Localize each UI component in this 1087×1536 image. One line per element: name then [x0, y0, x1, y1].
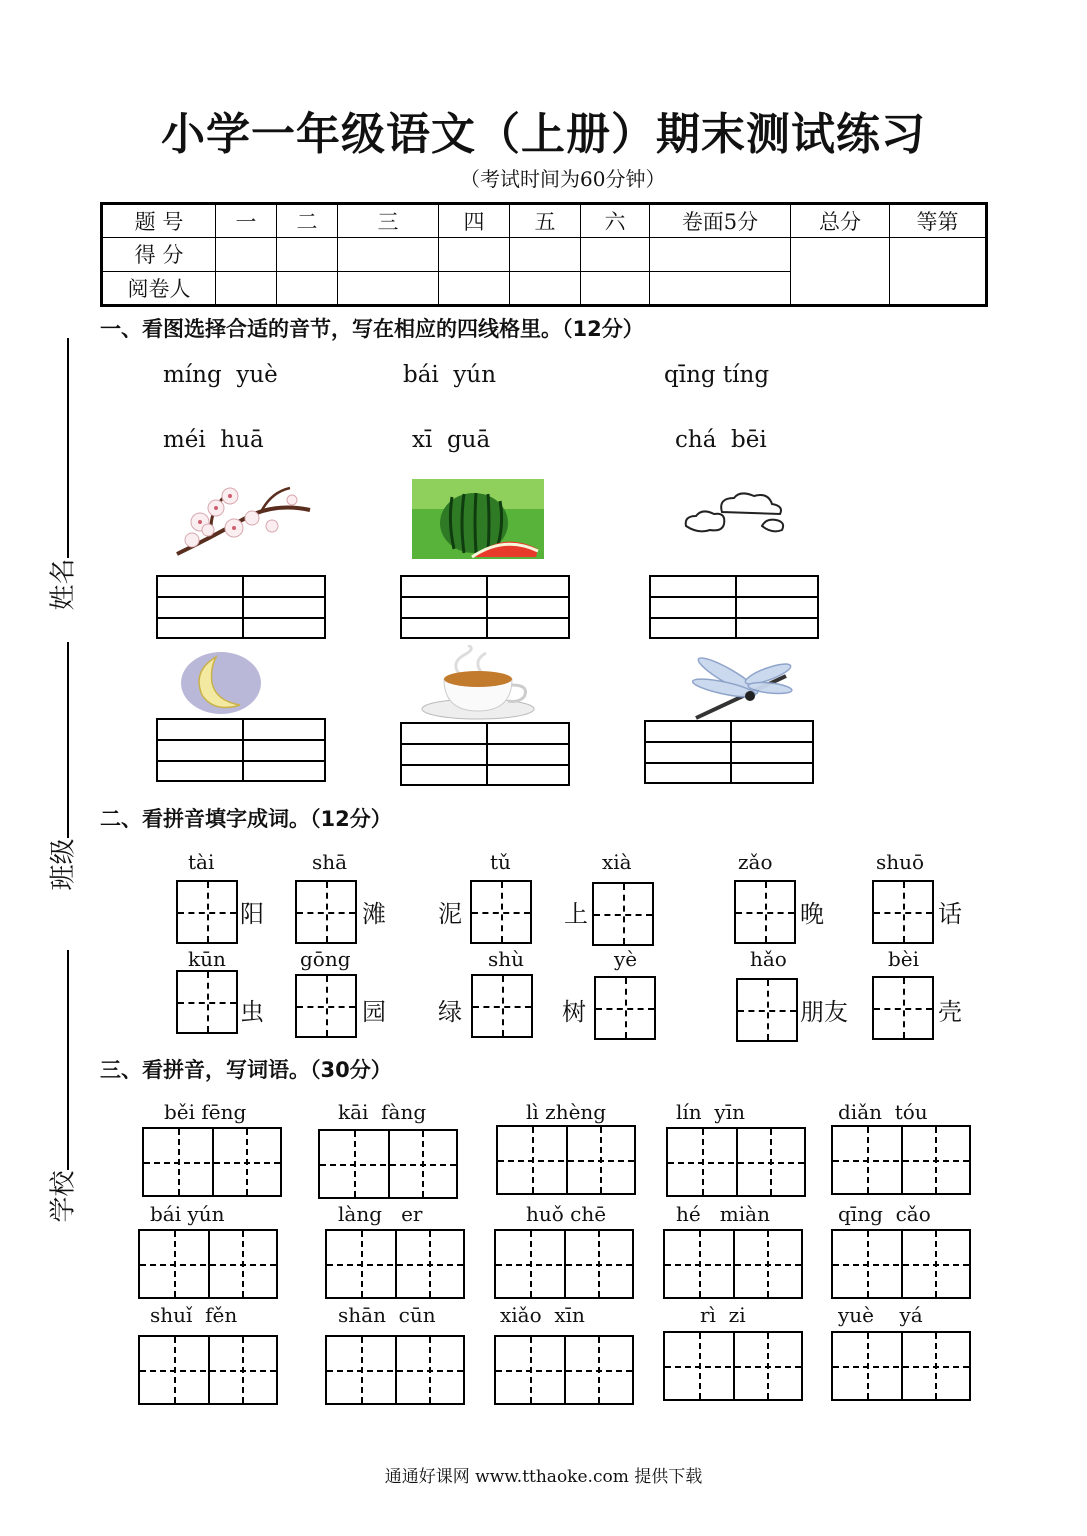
tianzi-box[interactable]: [471, 974, 533, 1038]
footer-credit: 通通好课网 www.tthaoke.com 提供下载: [384, 1467, 703, 1487]
four-line-grid[interactable]: [400, 575, 570, 639]
tianzi-box[interactable]: [736, 978, 798, 1042]
header-cell: 总分: [791, 204, 890, 238]
tea-cup-image: [420, 645, 536, 721]
page-title: 小学一年级语文（上册）期末测试练习: [161, 109, 926, 160]
header-cell: 三: [338, 204, 439, 238]
word-char: 朋友: [800, 998, 848, 1026]
row-label: 得 分: [102, 238, 216, 271]
grader-cell[interactable]: [277, 271, 338, 305]
tianzi-box[interactable]: [176, 880, 238, 944]
word-grid[interactable]: [325, 1335, 465, 1405]
row-label: 阅卷人: [102, 271, 216, 305]
word-char: 树: [562, 998, 586, 1026]
header-cell: 题 号: [102, 204, 216, 238]
four-line-grid[interactable]: [400, 722, 570, 786]
word-pinyin: làng er: [338, 1202, 423, 1226]
header-cell: 五: [510, 204, 581, 238]
word-char: 滩: [362, 900, 386, 928]
word-pinyin: bái yún: [150, 1202, 225, 1226]
dragonfly-image: [676, 656, 800, 720]
word-pinyin: hé miàn: [676, 1202, 770, 1226]
score-cell[interactable]: [439, 238, 510, 271]
total-score-cell[interactable]: [791, 238, 890, 306]
pinyin-label: shù: [488, 947, 525, 971]
tianzi-box[interactable]: [470, 880, 532, 944]
four-line-grid[interactable]: [644, 720, 814, 784]
word-pinyin: diǎn tóu: [838, 1100, 928, 1124]
word-pinyin: qīng cǎo: [838, 1202, 931, 1226]
grader-cell[interactable]: [338, 271, 439, 305]
word-grid[interactable]: [831, 1229, 971, 1299]
word-pinyin: shān cūn: [338, 1303, 436, 1327]
word-char: 上: [564, 900, 588, 928]
word-pinyin: běi fēng: [164, 1100, 247, 1124]
section3-heading: 三、看拼音，写词语。（30分）: [100, 1058, 392, 1082]
word-pinyin: xiǎo xīn: [500, 1303, 585, 1327]
score-cell[interactable]: [650, 238, 791, 271]
word-grid[interactable]: [831, 1331, 971, 1401]
header-cell: 六: [581, 204, 650, 238]
grade-cell[interactable]: [890, 238, 987, 306]
score-row: [102, 238, 987, 271]
word-grid[interactable]: [142, 1127, 282, 1197]
plum-blossom-image: [172, 482, 314, 560]
word-grid[interactable]: [325, 1229, 465, 1299]
school-line: [67, 950, 69, 1170]
syllable-option: chá bēi: [675, 427, 767, 453]
four-line-grid[interactable]: [156, 575, 326, 639]
pinyin-label: kūn: [188, 947, 226, 971]
section1-heading: 一、看图选择合适的音节，写在相应的四线格里。（12分）: [100, 317, 644, 341]
tianzi-box[interactable]: [872, 880, 934, 944]
word-pinyin: huǒ chē: [526, 1202, 607, 1226]
grader-cell[interactable]: [439, 271, 510, 305]
word-char: 泥: [438, 900, 462, 928]
tianzi-box[interactable]: [592, 882, 654, 946]
syllable-option: xī guā: [412, 427, 491, 453]
score-cell[interactable]: [338, 238, 439, 271]
pinyin-label: zǎo: [738, 850, 773, 874]
section2-heading: 二、看拼音填字成词。（12分）: [100, 807, 392, 831]
score-cell[interactable]: [581, 238, 650, 271]
word-pinyin: shuǐ fěn: [150, 1303, 238, 1327]
tianzi-box[interactable]: [734, 880, 796, 944]
header-cell: 卷面5分: [650, 204, 791, 238]
grader-cell[interactable]: [216, 271, 277, 305]
pinyin-label: tài: [188, 850, 215, 874]
tianzi-box[interactable]: [295, 880, 357, 944]
word-grid[interactable]: [318, 1129, 458, 1199]
pinyin-label: xià: [602, 850, 632, 874]
tianzi-box[interactable]: [872, 976, 934, 1040]
class-label: 班级: [48, 838, 79, 891]
pinyin-label: shuō: [876, 850, 925, 874]
tianzi-box[interactable]: [295, 974, 357, 1038]
syllable-option: qīng tíng: [664, 362, 770, 388]
word-grid[interactable]: [138, 1335, 278, 1405]
name-label: 姓名: [48, 558, 79, 611]
word-pinyin: kāi fàng: [338, 1100, 427, 1124]
exam-duration: （考试时间为60分钟）: [460, 167, 666, 191]
word-char: 话: [938, 900, 962, 928]
score-cell[interactable]: [216, 238, 277, 271]
word-pinyin: rì zi: [700, 1303, 746, 1327]
score-table-header-row: [102, 204, 987, 238]
word-pinyin: yuè yá: [838, 1303, 923, 1327]
pinyin-label: shā: [312, 850, 348, 874]
class-line: [67, 642, 69, 838]
syllable-option: míng yuè: [163, 362, 278, 388]
pinyin-label: tǔ: [490, 850, 511, 874]
score-cell[interactable]: [510, 238, 581, 271]
moon-image: [180, 651, 262, 715]
word-char: 绿: [438, 998, 462, 1026]
word-grid[interactable]: [494, 1335, 634, 1405]
word-char: 园: [362, 998, 386, 1026]
word-grid[interactable]: [496, 1125, 636, 1195]
word-grid[interactable]: [663, 1331, 803, 1401]
name-line: [67, 338, 69, 558]
word-char: 壳: [938, 998, 962, 1026]
tianzi-box[interactable]: [594, 976, 656, 1040]
word-char: 虫: [240, 998, 264, 1026]
header-cell: 四: [439, 204, 510, 238]
grader-cell[interactable]: [650, 271, 791, 305]
pinyin-label: gōng: [300, 947, 351, 971]
header-cell: 一: [216, 204, 277, 238]
word-grid[interactable]: [663, 1229, 803, 1299]
four-line-grid[interactable]: [649, 575, 819, 639]
word-grid[interactable]: [138, 1229, 278, 1299]
school-label: 学校: [48, 1170, 79, 1223]
header-cell: 等第: [890, 204, 987, 238]
header-cell: 二: [277, 204, 338, 238]
four-line-grid[interactable]: [156, 718, 326, 782]
cloud-image: [682, 490, 788, 536]
pinyin-label: hǎo: [750, 947, 787, 971]
grader-cell[interactable]: [510, 271, 581, 305]
word-char: 阳: [240, 900, 264, 928]
watermelon-image: [412, 479, 544, 559]
word-pinyin: lì zhèng: [526, 1100, 607, 1124]
word-char: 晚: [800, 900, 824, 928]
syllable-option: méi huā: [163, 427, 264, 453]
score-cell[interactable]: [277, 238, 338, 271]
grader-cell[interactable]: [581, 271, 650, 305]
word-grid[interactable]: [494, 1229, 634, 1299]
pinyin-label: bèi: [888, 947, 920, 971]
pinyin-label: yè: [614, 947, 638, 971]
word-grid[interactable]: [666, 1127, 806, 1197]
syllable-option: bái yún: [403, 362, 497, 388]
word-pinyin: lín yīn: [676, 1100, 745, 1124]
tianzi-box[interactable]: [176, 970, 238, 1034]
word-grid[interactable]: [831, 1125, 971, 1195]
score-table: [100, 202, 988, 307]
